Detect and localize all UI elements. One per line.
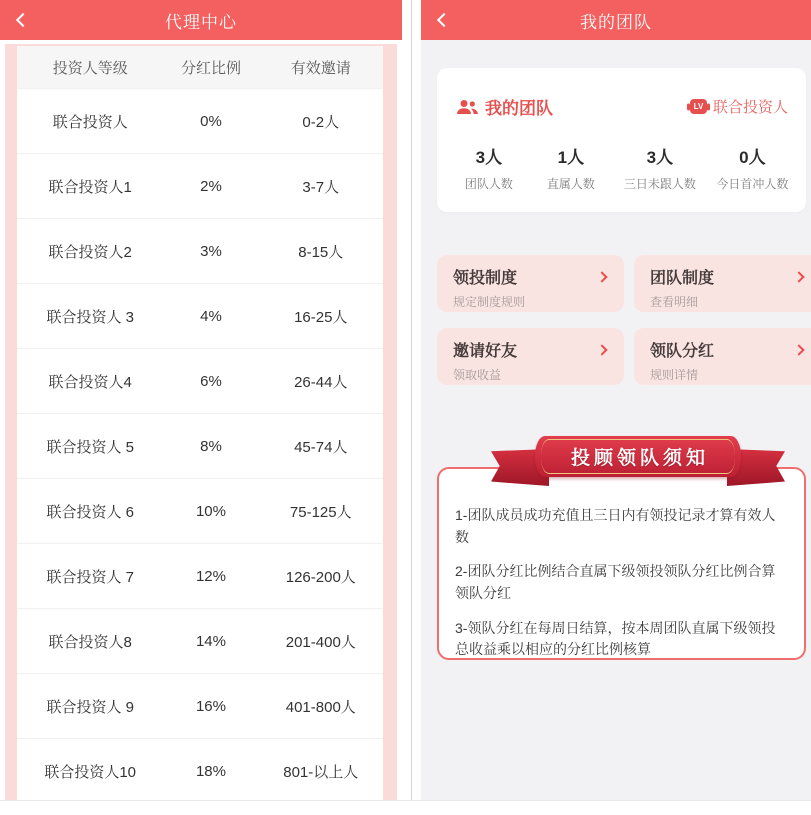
cell-level: 联合投资人 7 [46, 568, 134, 586]
cell-level: 联合投资人 6 [46, 503, 134, 521]
cell-level: 联合投资人 3 [46, 308, 134, 326]
team-card-title: 我的团队 [485, 99, 553, 118]
stat-value: 1人 [557, 148, 585, 167]
table-row [17, 478, 383, 543]
cell-level: 联合投资人8 [48, 633, 132, 651]
investor-level-link[interactable] [690, 96, 788, 117]
cell-invites: 8-15人 [298, 243, 344, 261]
cell-invites: 3-7人 [302, 178, 340, 196]
cell-invites: 126-200人 [285, 568, 356, 586]
cell-level: 联合投资人1 [48, 178, 132, 196]
cell-ratio: 2% [200, 177, 222, 195]
cell-ratio: 0% [200, 112, 222, 130]
team-users-icon [457, 99, 478, 115]
cell-ratio: 14% [195, 632, 226, 650]
table-row [17, 153, 383, 218]
notice-ribbon-banner [491, 436, 785, 490]
bottom-letterbox [0, 800, 811, 815]
menu-card-subtitle: 规则详情 [650, 368, 699, 382]
cell-level: 联合投资人10 [44, 763, 137, 781]
stat-inactive-count [611, 143, 709, 192]
table-row [17, 738, 383, 800]
table-row [17, 348, 383, 413]
menu-card-title: 团队制度 [650, 270, 715, 287]
col-header-level: 投资人等级 [52, 59, 128, 77]
cell-invites: 201-400人 [285, 633, 356, 651]
menu-card-subtitle: 规定制度规则 [453, 295, 526, 309]
leader-notice-box [437, 467, 806, 660]
cell-invites: 0-2人 [302, 113, 340, 131]
menu-card-leader-dividend[interactable] [634, 328, 811, 385]
team-stats-row [437, 119, 806, 192]
cell-invites: 401-800人 [285, 698, 356, 716]
ribbon-title: 投顾领队须知 [570, 448, 709, 469]
notice-item: 2-团队分红比例结合直属下级领投领队分红比例合算领队分红 [455, 563, 776, 602]
cell-ratio: 12% [195, 567, 226, 585]
menu-card-title: 邀请好友 [453, 343, 518, 360]
table-row [17, 283, 383, 348]
cell-ratio: 18% [195, 762, 226, 780]
menu-card-team-rules[interactable] [634, 255, 811, 312]
notice-item: 1-团队成员成功充值且三日内有领投记录才算有效人数 [455, 507, 776, 545]
cell-ratio: 8% [200, 437, 222, 455]
team-summary-card [437, 68, 806, 212]
stat-label: 三日未跟人数 [623, 177, 696, 191]
table-row [17, 88, 383, 153]
back-button[interactable] [14, 0, 48, 40]
stat-label: 今日首冲人数 [716, 177, 789, 191]
stat-team-count [447, 143, 531, 192]
back-chevron-icon [16, 13, 30, 27]
back-button[interactable] [435, 0, 469, 40]
stat-direct-count [531, 143, 611, 192]
menu-card-title: 领队分红 [650, 343, 715, 360]
menu-card-title: 领投制度 [453, 270, 518, 287]
cell-invites: 26-44人 [294, 373, 348, 391]
cell-level: 联合投资人2 [48, 243, 132, 261]
table-row [17, 543, 383, 608]
table-header-row [17, 46, 383, 88]
col-header-invites: 有效邀请 [290, 59, 351, 77]
stat-value: 3人 [475, 148, 503, 167]
stat-first-deposit-count [709, 143, 796, 192]
cell-level: 联合投资人4 [48, 373, 132, 391]
investor-level-label: 联合投资人 [712, 99, 788, 116]
cell-invites: 45-74人 [294, 438, 348, 456]
lv-badge-icon: LV [690, 99, 707, 114]
stat-value: 0人 [739, 148, 766, 167]
cell-level: 联合投资人 [52, 113, 128, 131]
agent-center-screen [0, 0, 402, 800]
cell-ratio: 16% [195, 697, 226, 715]
cell-level: 联合投资人 5 [46, 438, 134, 456]
table-row [17, 673, 383, 738]
notice-item: 3-领队分红在每周日结算，按本周团队直属下级领投总收益乘以相应的分红比例核算 [455, 619, 776, 658]
cell-ratio: 6% [200, 372, 222, 390]
page-title: 代理中心 [165, 12, 237, 32]
table-row [17, 608, 383, 673]
page-title: 我的团队 [580, 12, 652, 32]
stat-label: 团队人数 [464, 177, 513, 191]
ribbon-band [535, 436, 741, 477]
table-row [17, 413, 383, 478]
screen-divider [411, 0, 412, 800]
menu-card-subtitle: 查看明细 [650, 295, 699, 309]
dividend-rate-table [17, 46, 383, 800]
cell-ratio: 4% [200, 307, 222, 325]
cell-invites: 16-25人 [294, 308, 348, 326]
stat-value: 3人 [646, 148, 674, 167]
cell-level: 联合投资人 9 [46, 698, 134, 716]
col-header-ratio: 分红比例 [180, 59, 241, 77]
team-card-heading [457, 94, 553, 119]
my-team-appbar [421, 0, 811, 40]
cell-ratio: 3% [200, 242, 222, 260]
stat-label: 直属人数 [546, 177, 595, 191]
table-row [17, 218, 383, 283]
cell-invites: 75-125人 [289, 503, 352, 521]
my-team-screen [421, 0, 811, 800]
cell-invites: 801-以上人 [283, 763, 359, 781]
menu-card-invite-friends[interactable] [437, 328, 624, 385]
menu-card-lead-invest-rules[interactable] [437, 255, 624, 312]
menu-card-subtitle: 领取收益 [453, 368, 502, 382]
cell-ratio: 10% [195, 502, 226, 520]
agent-center-appbar [0, 0, 402, 40]
back-chevron-icon [437, 13, 451, 27]
agent-center-body [5, 44, 397, 800]
